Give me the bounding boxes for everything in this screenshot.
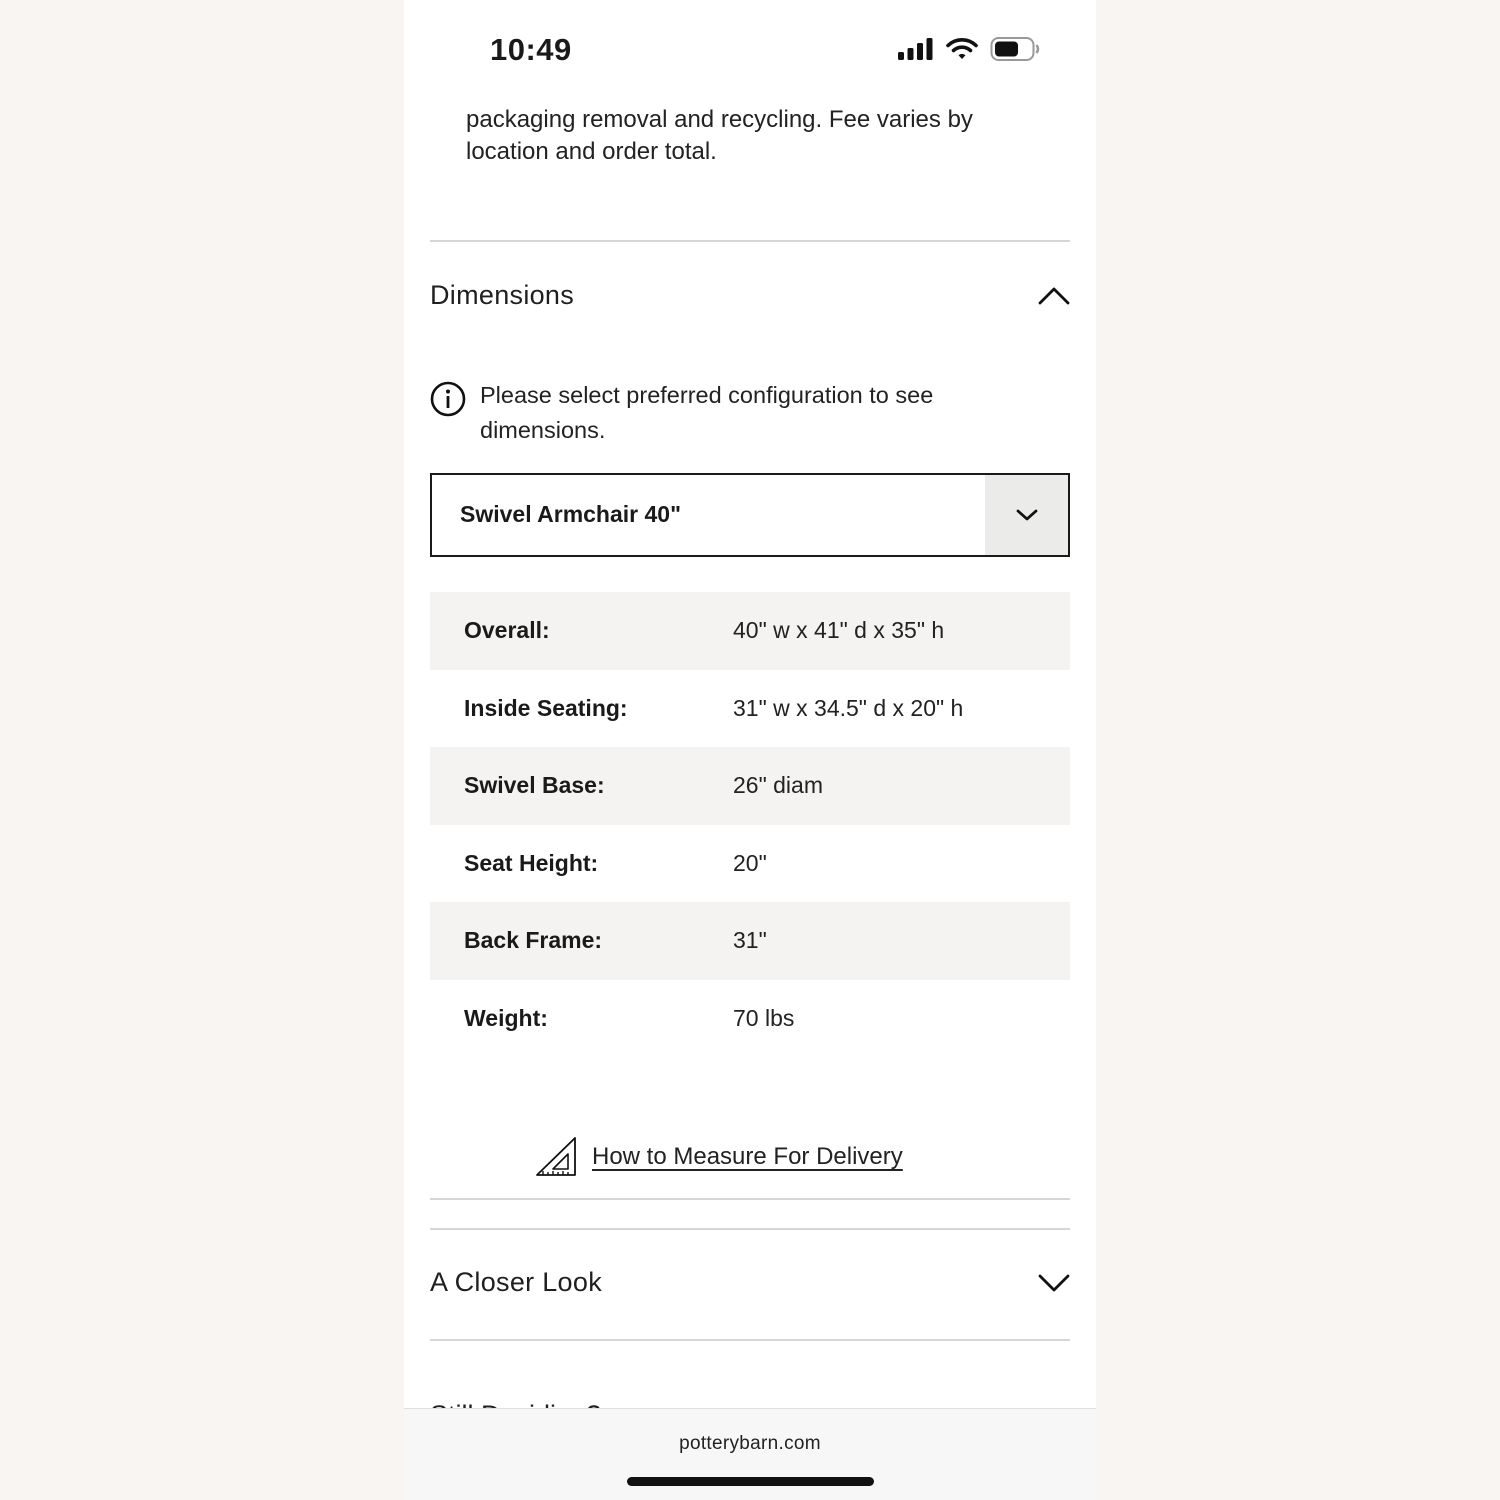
divider (430, 1339, 1070, 1341)
configuration-select-value: Swivel Armchair 40" (460, 501, 681, 527)
dimensions-table (430, 592, 1070, 1057)
table-row (430, 980, 1070, 1058)
configuration-select-button[interactable] (985, 475, 1068, 555)
status-bar (404, 0, 1096, 100)
status-icons (898, 36, 1040, 62)
url-label[interactable]: potterybarn.com (679, 1433, 821, 1454)
table-row (430, 592, 1070, 670)
closer-look-header[interactable] (430, 1267, 1070, 1298)
dimension-value: 31" (733, 927, 767, 954)
divider (430, 1198, 1070, 1200)
info-text: Please select preferred configuration to see dimensions. (480, 382, 934, 443)
dimension-label: Overall: (464, 617, 550, 644)
battery-icon (990, 36, 1040, 62)
home-indicator[interactable] (627, 1477, 874, 1486)
table-row (430, 825, 1070, 903)
chevron-down-icon[interactable] (1038, 1273, 1070, 1293)
divider (430, 1228, 1070, 1230)
triangle-ruler-icon (534, 1136, 578, 1178)
divider (430, 240, 1070, 242)
table-row (430, 902, 1070, 980)
closer-look-title: A Closer Look (430, 1267, 602, 1297)
dimension-label: Weight: (464, 1004, 548, 1031)
dimension-label: Back Frame: (464, 927, 603, 954)
chevron-up-icon[interactable] (1038, 286, 1070, 306)
wifi-icon (946, 37, 978, 61)
dimension-value: 31" w x 34.5" d x 20" h (733, 694, 964, 721)
dimension-value: 40" w x 41" d x 35" h (733, 617, 945, 644)
phone-screen (404, 0, 1096, 1500)
dimension-label: Swivel Base: (464, 772, 605, 799)
dimension-value: 26" diam (733, 772, 823, 799)
dimension-label: Seat Height: (464, 849, 599, 876)
signal-icon (898, 37, 934, 61)
measure-delivery-link[interactable] (534, 1136, 903, 1178)
browser-bar (404, 1408, 1096, 1500)
status-time: 10:49 (490, 32, 572, 67)
dimension-value: 70 lbs (733, 1004, 795, 1031)
chevron-down-icon (1016, 508, 1038, 522)
dimensions-title: Dimensions (430, 280, 575, 310)
dimensions-info (430, 378, 1030, 448)
delivery-fee-text: packaging removal and recycling. Fee varies by location and order total. (466, 106, 973, 165)
table-row (430, 747, 1070, 825)
dimensions-header[interactable] (430, 280, 1070, 311)
table-row (430, 670, 1070, 748)
configuration-select[interactable] (430, 473, 1070, 557)
measure-delivery-link-text[interactable]: How to Measure For Delivery (592, 1143, 903, 1170)
dimension-label: Inside Seating: (464, 694, 628, 721)
dimension-value: 20" (733, 849, 767, 876)
info-icon (430, 381, 466, 417)
